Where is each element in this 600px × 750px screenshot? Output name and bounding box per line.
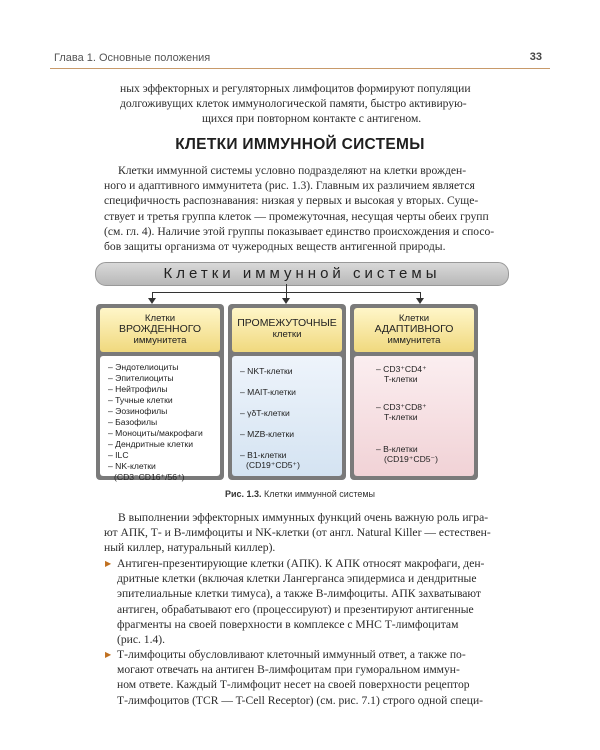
running-header <box>50 46 550 69</box>
text-line: (рис. 1.4). <box>117 633 166 647</box>
diagram-banner: Клетки иммунной системы <box>95 262 509 286</box>
list-item: – Дендритные клетки <box>108 439 193 449</box>
text-line: щихся при повторном контакте с антигеном. <box>202 112 422 126</box>
bullet-t-cells <box>117 647 497 708</box>
list-item: – B-клетки <box>376 444 418 454</box>
bullet-icon: ▶ <box>105 559 112 568</box>
list-item: – Базофилы <box>108 417 158 427</box>
figure-caption <box>0 489 600 499</box>
text-line: Клетки иммунной системы условно подразделяют на клетки врожден- <box>118 164 467 177</box>
list-item: (CD19⁺CD5⁺) <box>246 460 300 470</box>
list-item: – Моноциты/макрофаги <box>108 428 203 438</box>
list-item: – CD3⁺CD4⁺ <box>376 364 427 374</box>
list-item: – CD3⁺CD8⁺ <box>376 402 427 412</box>
list-item: – NK-клетки <box>108 461 156 471</box>
adaptive-header <box>354 308 474 352</box>
text-line: ного и адаптивного иммунитета (рис. 1.3). Главным их различием является <box>104 179 475 193</box>
innate-list <box>100 356 220 482</box>
text-line: ствует и третья группа клеток — промежуточная, несущая черты обеих групп <box>104 209 489 223</box>
adaptive-list <box>354 356 474 476</box>
caption-text: Клетки иммунной системы <box>261 489 376 499</box>
intermediate-column <box>228 304 346 480</box>
text-line: Т-лимфоциты обусловливают клеточный иммунный ответ, а также по- <box>117 648 466 661</box>
list-item: – γδT-клетки <box>240 408 290 418</box>
list-item: – Тучные клетки <box>108 395 173 405</box>
text-line: ный киллер, натуральный киллер). <box>104 541 276 555</box>
text-line: могают отвечать на антиген В-лимфоцитам при гуморальном иммун- <box>117 663 460 677</box>
list-item: T-клетки <box>384 374 418 384</box>
page-number: 33 <box>529 51 542 63</box>
innate-column <box>96 304 224 480</box>
header-line: клетки <box>272 329 302 340</box>
list-item: – MAIT-клетки <box>240 387 296 397</box>
text-line: бов защиты организма от чужеродных веществ антигенной природы. <box>104 240 446 254</box>
bullet-icon: ▶ <box>105 650 112 659</box>
header-line: ВРОЖДЕННОГО <box>118 323 202 335</box>
text-line: Т-лимфоцитов (TCR — T-Cell Receptor) (см. рис. 7.1) строго одной специ- <box>117 693 484 707</box>
chapter-title: Глава 1. Основные положения <box>54 52 211 64</box>
adaptive-column <box>350 304 478 480</box>
intermediate-header <box>232 308 342 352</box>
list-item: – Эпителиоциты <box>108 373 174 383</box>
list-item: – MZB-клетки <box>240 429 295 439</box>
list-item: – Нейтрофилы <box>108 384 168 394</box>
header-line: АДАПТИВНОГО <box>374 323 454 335</box>
immune-cells-diagram <box>86 262 514 484</box>
text-line: специфичность распознавания: низкая у первых и высокая у вторых. Суще- <box>104 194 479 208</box>
text-line: ных эффекторных и регуляторных лимфоцитов формируют популяции <box>120 82 471 95</box>
text-line: ют АПК, Т- и В-лимфоциты и NK-клетки (от англ. Natural Killer — естествен- <box>104 526 491 540</box>
list-item: – ILC <box>108 450 129 460</box>
text-line: эпителиальные клетки тимуса), а также В-лимфоциты. АПК захватывают <box>117 587 481 601</box>
header-line: ПРОМЕЖУТОЧНЫЕ <box>237 317 337 329</box>
text-line: В выполнении эффекторных иммунных функций очень важную роль игра- <box>118 511 489 524</box>
header-line: иммунитета <box>387 335 441 346</box>
list-item: – Эндотелиоциты <box>108 362 179 372</box>
list-item: – Эозинофилы <box>108 406 168 416</box>
paragraph-2 <box>104 510 496 556</box>
text-line: антиген, обрабатывают его (процессируют) и презентируют антигенные <box>117 602 474 616</box>
list-item: – NKT-клетки <box>240 366 293 376</box>
caption-label: Рис. 1.3. <box>224 489 262 499</box>
innate-header <box>100 308 220 352</box>
intermediate-list <box>232 356 342 476</box>
text-line: долгоживущих клеток иммунологической памяти, быстро активирую- <box>120 97 467 111</box>
header-line: Клетки <box>144 313 176 324</box>
text-line: дритные клетки (включая клетки Лангерганса эпидермиса и дендритные <box>117 572 477 586</box>
connector <box>286 284 287 292</box>
section-title: КЛЕТКИ ИММУННОЙ СИСТЕМЫ <box>175 136 425 153</box>
text-line: ном ответе. Каждый Т-лимфоцит несет на своей поверхности рецептор <box>117 678 470 692</box>
paragraph-1 <box>104 163 496 254</box>
bullet-apc <box>117 556 497 647</box>
text-line: фрагменты на своей поверхности в комплексе с МНС Т-лимфоцитам <box>117 617 459 631</box>
intro-paragraph <box>120 81 490 127</box>
list-item: – B1-клетки <box>240 450 287 460</box>
list-item: (CD19⁺CD5⁻) <box>384 454 438 464</box>
list-item: (CD3⁻CD16⁺/56⁺) <box>114 472 185 482</box>
header-line: иммунитета <box>133 335 187 346</box>
list-item: T-клетки <box>384 412 418 422</box>
header-line: Клетки <box>398 313 430 324</box>
text-line: Антиген-презентирующие клетки (АПК). К АПК относят макрофаги, ден- <box>117 557 485 570</box>
text-line: (см. гл. 4). Наличие этой группы показывает единство происхождения и спосо- <box>104 224 495 238</box>
